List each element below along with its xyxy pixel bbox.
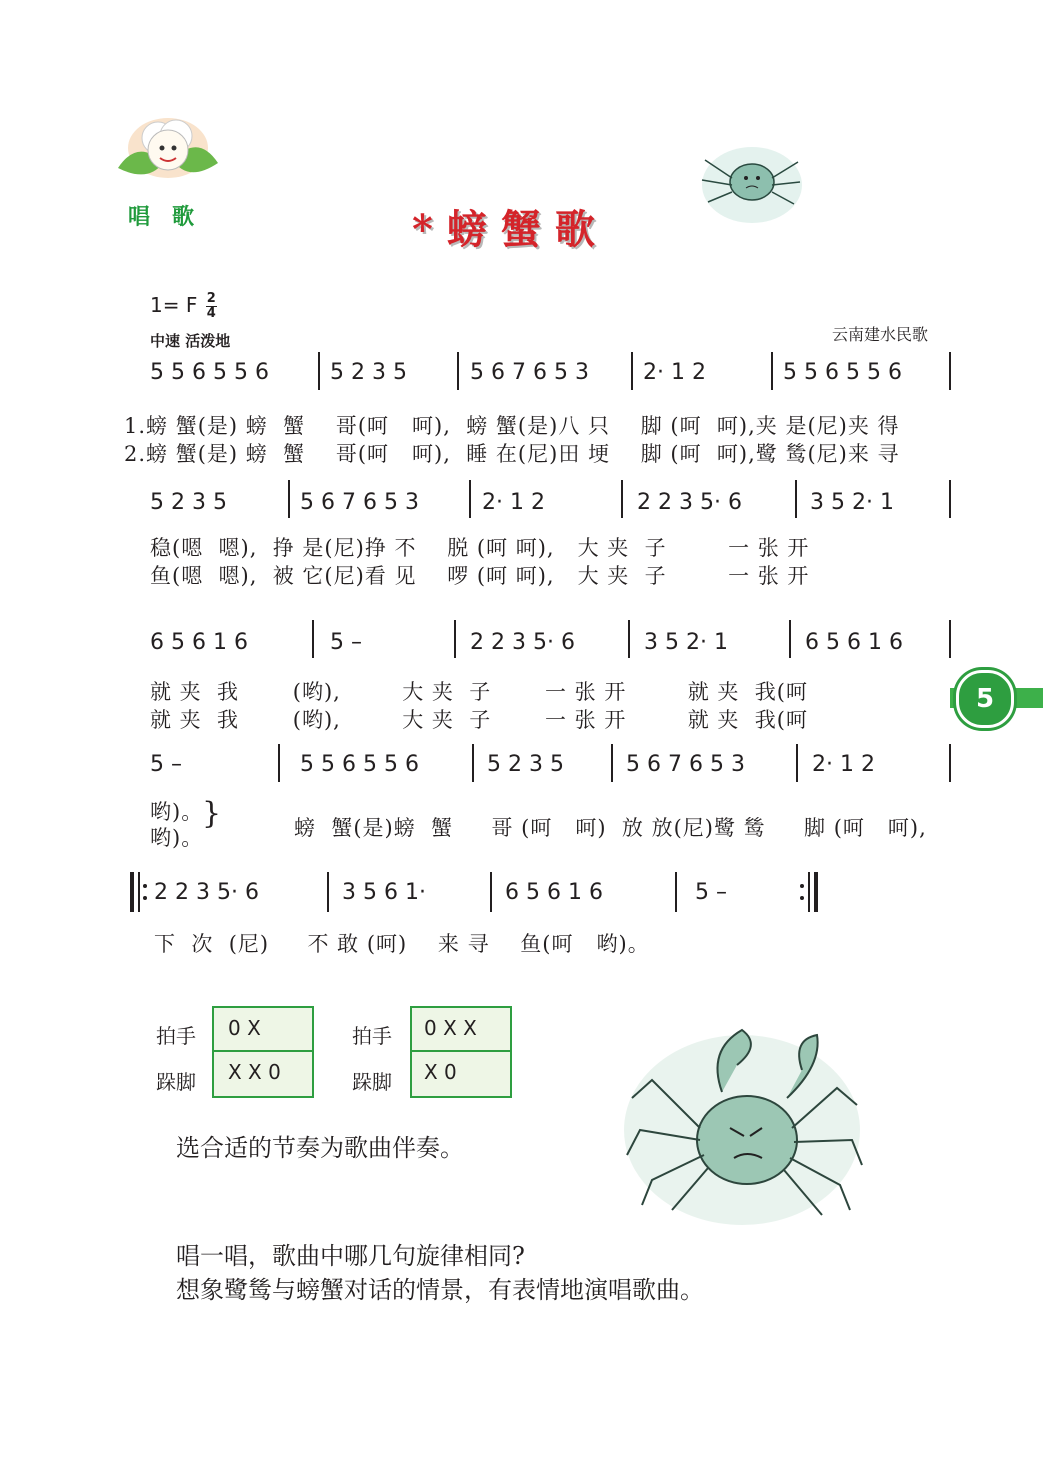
measure-2-1: 5 2 3 5 [150,490,227,515]
measure-3-1: 6 5 6 1 6 [150,630,248,655]
brace-icon: } [202,796,223,831]
key-signature [150,292,217,321]
song-title: *螃蟹歌 [412,206,609,253]
repeat-dot [800,884,804,888]
lyric-line-2-verse-1: 稳(嗯 嗯), 挣 是(尼)挣 不 脱 (呵 呵), 大 夹 子 一 张 开 [150,536,810,560]
measure-1-4: 2· 1 2 [643,360,706,385]
lyric-line-4: 螃 蟹(是)螃 蟹 哥 (呵 呵) 放 放(尼)鹭 鸶 脚 (呵 呵), [294,816,927,840]
measure-1-1: 5 5 6 5 5 6 [150,360,269,385]
barline [454,620,456,658]
barline [621,480,623,518]
lyric-line-2-verse-2: 鱼(嗯 嗯), 被 它(尼)看 见 啰 (呵 呵), 大 夹 子 一 张 开 [150,564,810,588]
barline [795,480,797,518]
measure-5-2: 3 5 6 1· [342,880,426,905]
rhythm-box-1-stomp: X X 0 [228,1060,281,1084]
key-text: 1= F [150,293,198,317]
rhythm-box-2 [410,1006,512,1098]
measure-2-4: 2 2 3 5· 6 [637,490,742,515]
measure-4-4: 5 6 7 6 5 3 [626,752,745,777]
barline [457,352,459,390]
repeat-dot [143,896,147,900]
rhythm-box-1-clap: 0 X [214,1008,312,1052]
barline [472,744,474,782]
measure-3-5: 6 5 6 1 6 [805,630,903,655]
barline [796,744,798,782]
repeat-start-thick [130,872,134,912]
barline [949,352,951,390]
rhythm-box-1 [212,1006,314,1098]
lyric-line-1-verse-1: 1.螃 蟹(是) 螃 蟹 哥(呵 呵), 螃 蟹(是)八 只 脚 (呵 呵),夹 是(尼)夹 得 [124,414,900,438]
measure-4-1: 5 – [150,752,182,777]
lyric-line-3-verse-2: 就 夹 我 (哟), 大 夹 子 一 张 开 就 夹 我(呵 [150,708,808,732]
lyric-line-5: 下 次 (尼) 不 敢 (呵) 来 寻 鱼(呵 哟)。 [154,932,650,956]
crab-large-icon [612,1010,872,1230]
repeat-end-thick [814,872,818,912]
measure-4-2: 5 5 6 5 5 6 [300,752,419,777]
clap-label-1: 拍手 [156,1024,196,1048]
section-label: 唱歌 [128,205,217,230]
rhythm-box-2-clap: 0 X X [412,1008,510,1052]
measure-2-3: 2· 1 2 [482,490,545,515]
barline [288,480,290,518]
time-signature [206,292,217,321]
barline [789,620,791,658]
measure-5-4: 5 – [695,880,727,905]
barline [611,744,613,782]
barline [949,480,951,518]
barline [949,620,951,658]
measure-1-5: 5 5 6 5 5 6 [783,360,902,385]
measure-3-2: 5 – [330,630,362,655]
page-number-badge: 5 [956,670,1014,728]
question-2: 想象鹭鸶与螃蟹对话的情景，有表情地演唱歌曲。 [176,1276,704,1304]
time-top: 2 [206,291,216,306]
time-bottom: 4 [206,306,216,321]
barline [318,352,320,390]
lyric-ending-verse-1: 哟)。 [150,800,204,824]
measure-1-3: 5 6 7 6 5 3 [470,360,589,385]
measure-2-5: 3 5 2· 1 [810,490,894,515]
stomp-label-1: 跺脚 [156,1070,196,1094]
measure-4-5: 2· 1 2 [812,752,875,777]
measure-5-3: 6 5 6 1 6 [505,880,603,905]
barline [278,744,280,782]
measure-3-3: 2 2 3 5· 6 [470,630,575,655]
lyric-line-3-verse-1: 就 夹 我 (哟), 大 夹 子 一 张 开 就 夹 我(呵 [150,680,808,704]
cauliflower-mascot-icon [108,108,228,198]
measure-2-2: 5 6 7 6 5 3 [300,490,419,515]
tempo-marking: 中速 活泼地 [150,332,231,350]
lyric-line-1-verse-2: 2.螃 蟹(是) 螃 蟹 哥(呵 呵), 睡 在(尼)田 埂 脚 (呵 呵),鹭 鸶(尼)来 寻 [124,442,900,466]
question-1: 唱一唱，歌曲中哪几句旋律相同? [176,1242,525,1270]
measure-5-1: 2 2 3 5· 6 [154,880,259,905]
barline [949,744,951,782]
barline [327,872,329,912]
barline [628,620,630,658]
barline [771,352,773,390]
rhythm-box-2-stomp: X 0 [424,1060,457,1084]
repeat-dot [143,884,147,888]
repeat-end-thin [808,872,810,912]
measure-3-4: 3 5 2· 1 [644,630,728,655]
clap-label-2: 拍手 [352,1024,392,1048]
repeat-start-thin [138,872,140,912]
repeat-dot [800,896,804,900]
rhythm-instruction: 选合适的节奏为歌曲伴奏。 [176,1134,464,1162]
barline [631,352,633,390]
song-origin: 云南建水民歌 [832,325,929,344]
lyric-ending-verse-2: 哟)。 [150,826,204,850]
crab-small-icon [690,140,810,230]
barline [469,480,471,518]
barline [490,872,492,912]
stomp-label-2: 跺脚 [352,1070,392,1094]
measure-4-3: 5 2 3 5 [487,752,564,777]
barline [675,872,677,912]
measure-1-2: 5 2 3 5 [330,360,407,385]
barline [312,620,314,658]
